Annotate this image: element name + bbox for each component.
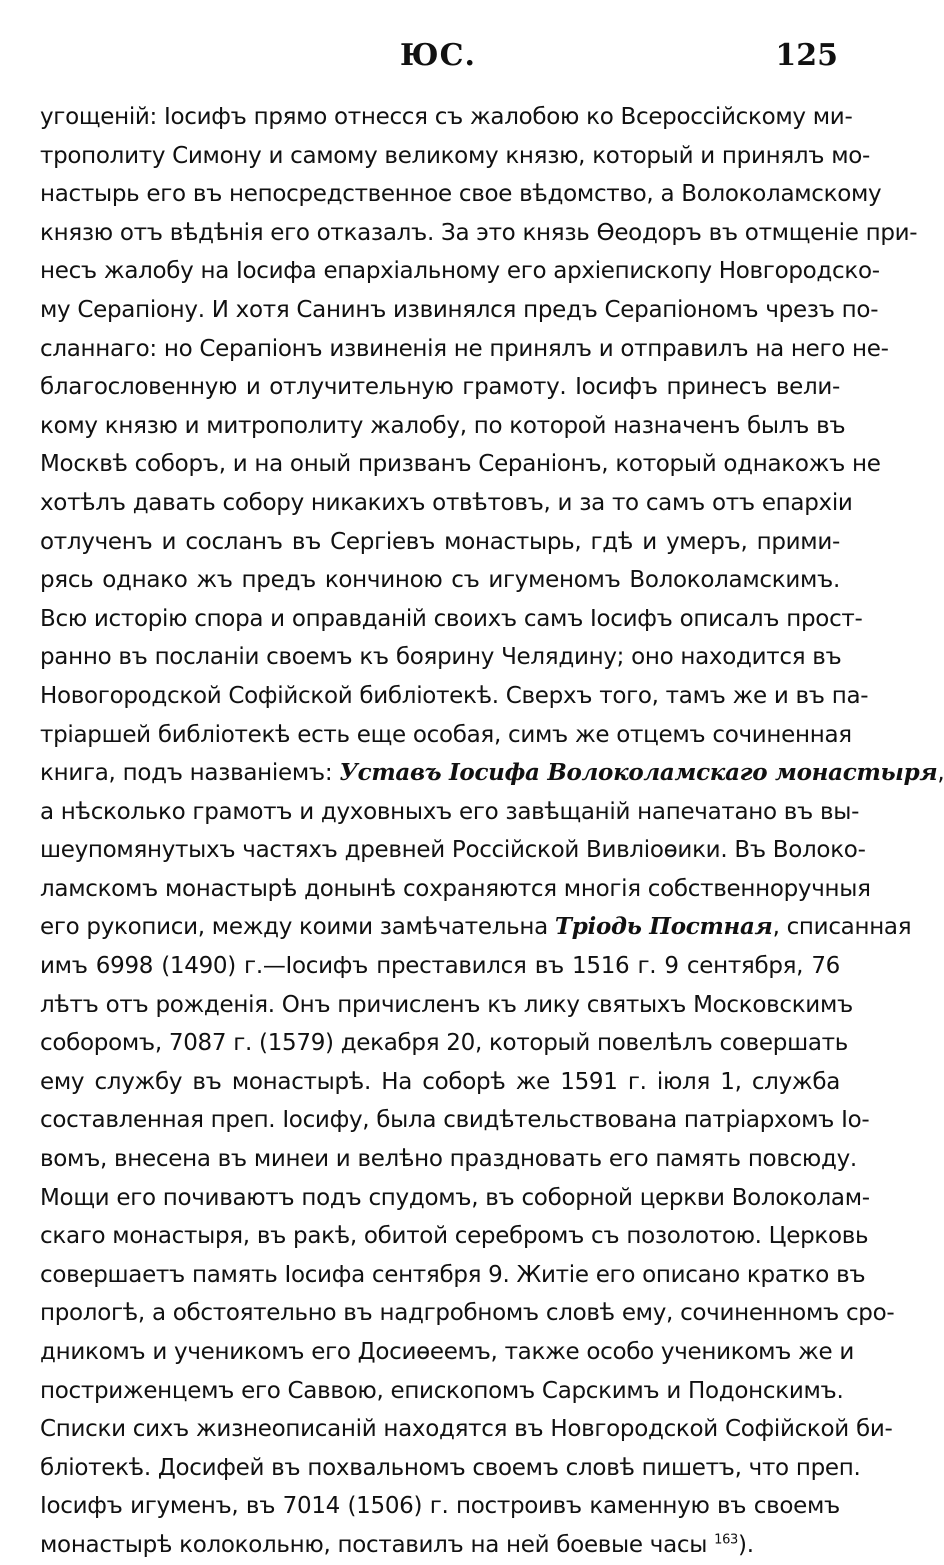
text-line: благословенную и отлучительную грамоту. Іосифъ принесъ вели- [40, 374, 840, 401]
text-line-with-italic [40, 908, 912, 947]
text-line: совершаетъ память Іосифа сентября 9. Житіе его описано кратко въ [40, 1261, 866, 1288]
text-segment: монастырѣ колокольню, поставилъ на ней боевые часы [40, 1531, 715, 1558]
text-line: настырь его въ непосредственное свое вѣдомство, а Волоколамскому [40, 181, 882, 208]
text-line: прологѣ, а обстоятельно въ надгробномъ словѣ ему, сочиненномъ сро- [40, 1300, 895, 1327]
text-segment: его рукописи, между коими замѣчательна [40, 914, 555, 941]
body-text [40, 98, 944, 1565]
text-line: угощеній: Іосифъ прямо отнесся съ жалобою ко Всероссійскому ми- [40, 104, 853, 130]
running-title: ЮС. [400, 38, 476, 73]
text-line: несъ жалобу на Іосифа епархіальному его архіепископу Новгородско- [40, 258, 880, 285]
footnote-reference[interactable]: 163 [714, 1532, 739, 1548]
text-line: рясь однако жъ предъ кончиною съ игуменомъ Волоколамскимъ. [40, 567, 840, 594]
text-line: хотѣлъ давать собору никакихъ отвѣтовъ, и за то самъ отъ епархіи [40, 489, 853, 516]
text-line: Мощи его почиваютъ подъ спудомъ, въ соборной церкви Волоколам- [40, 1184, 870, 1211]
text-line: трополиту Симону и самому великому князю, который и принялъ мо- [40, 142, 871, 169]
text-line: кому князю и митрополиту жалобу, по которой назначенъ былъ въ [40, 412, 846, 439]
text-line: а нѣсколько грамотъ и духовныхъ его завѣщаній напечатано въ вы- [40, 798, 860, 825]
text-line: Іосифъ игуменъ, въ 7014 (1506) г. построивъ каменную въ своемъ [40, 1493, 840, 1520]
text-line: тріаршей библіотекѣ есть еще особая, симъ же отцемъ сочиненная [40, 721, 852, 748]
text-line: вомъ, внесена въ минеи и велѣно праздновать его память повсюду. [40, 1146, 857, 1173]
text-segment: , [937, 760, 944, 787]
text-line-with-italic [40, 754, 944, 793]
text-segment: книга, подъ названіемъ: [40, 760, 340, 787]
italic-title: Тріодь Постная [554, 913, 773, 941]
text-line: имъ 6998 (1490) г.—Іосифъ преставился въ 1516 г. 9 сентября, 76 [40, 953, 840, 980]
text-segment: ). [738, 1531, 754, 1558]
text-line: ранно въ посланіи своемъ къ боярину Челядину; оно находится въ [40, 644, 842, 671]
text-line: князю отъ вѣдѣнія его отказалъ. За это князь Ѳеодоръ въ отмщеніе при- [40, 219, 918, 246]
text-line: Москвѣ соборъ, и на оный призванъ Сераніонъ, который однакожъ не [40, 451, 881, 478]
page-number: 125 [775, 38, 838, 73]
text-line: Списки сихъ жизнеописаній находятся въ Новгородской Софійской би- [40, 1416, 893, 1443]
text-line: шеупомянутыхъ частяхъ древней Россійской Вивліоѳики. Въ Волоко- [40, 837, 866, 864]
text-line: соборомъ, 7087 г. (1579) декабря 20, который повелѣлъ совершать [40, 1030, 848, 1057]
text-line: постриженцемъ его Саввою, епископомъ Сарскимъ и Подонскимъ. [40, 1377, 844, 1404]
italic-title: Уставъ Іосифа Волоколамскаго монастыря [339, 759, 938, 787]
text-line: ему службу въ монастырѣ. На соборѣ же 1591 г. іюля 1, служба [40, 1068, 840, 1095]
text-line: сланнаго: но Серапіонъ извиненія не принялъ и отправилъ на него не- [40, 335, 889, 362]
text-line: Новогородской Софійской библіотекѣ. Сверхъ того, тамъ же и въ па- [40, 682, 869, 709]
text-line: ламскомъ монастырѣ донынѣ сохраняются многія собственноручныя [40, 875, 871, 902]
text-line: лѣтъ отъ рожденія. Онъ причисленъ къ лику святыхъ Московскимъ [40, 991, 853, 1018]
text-line: составленная преп. Іосифу, была свидѣтельствована патріархомъ Іо- [40, 1107, 870, 1134]
text-line: Всю исторію спора и оправданій своихъ самъ Іосифъ описалъ прост- [40, 605, 863, 632]
text-line: дникомъ и ученикомъ его Досиѳеемъ, также особо ученикомъ же и [40, 1339, 855, 1365]
text-line: бліотекѣ. Досифей въ похвальномъ своемъ словѣ пишетъ, что преп. [40, 1454, 861, 1481]
running-header [38, 28, 838, 78]
text-line: му Серапіону. И хотя Санинъ извинялся предъ Серапіономъ чрезъ по- [40, 296, 879, 323]
text-segment: , списанная [772, 914, 912, 941]
text-line: скаго монастыря, въ ракѣ, обитой серебромъ съ позолотою. Церковь [40, 1223, 869, 1250]
text-line: отлученъ и сосланъ въ Сергіевъ монастырь, гдѣ и умеръ, прими- [40, 528, 840, 555]
text-line-last [40, 1526, 840, 1565]
